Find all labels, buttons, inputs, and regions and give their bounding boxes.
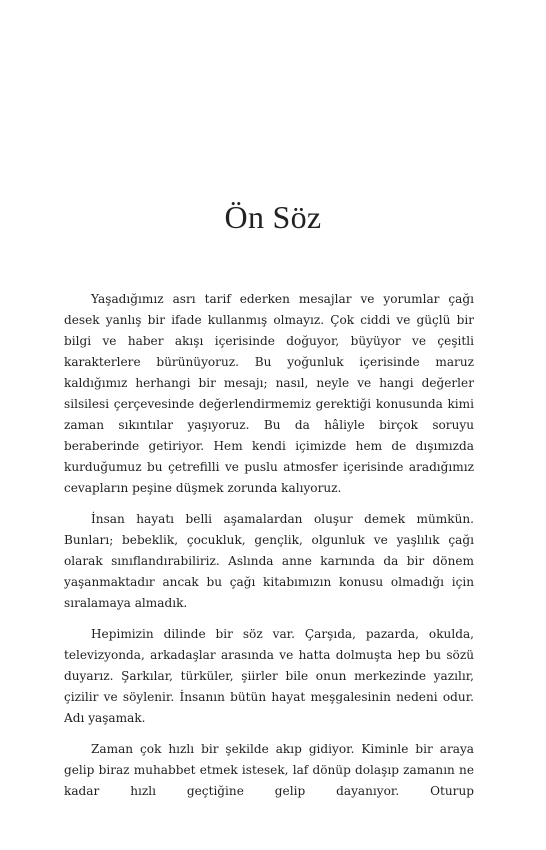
body-text: [64, 289, 474, 812]
paragraph-1: Yaşadığımız asrı tarif ederken mesajlar ve yorumlar çağı desek yanlış bir ifade kullanmış olmayız. Çok ciddi ve güçlü bir bilgi ve haber akışı içerisinde doğuyor, büyüyor ve çeşitli karakterlere bürünüyoruz. Bu yoğunluk içerisinde maruz kaldığımız herhangi bir mesajı; nasıl, neyle ve hangi değerler silsilesi çerçevesinde değerlendirmemiz gerektiği konusunda kimi zaman sıkıntılar yaşıyoruz. Bu da hâliyle birçok soruyu beraberinde getiriyor. Hem kendi içimizde hem de dışımızda kurduğumuz bu çetrefilli ve puslu atmosfer içerisinde aradığımız cevapların peşine düşmek zorunda kalıyoruz.: [64, 292, 474, 495]
page-title: Ön Söz: [224, 199, 322, 235]
paragraph-2: İnsan hayatı belli aşamalardan oluşur demek mümkün. Bunları; bebeklik, çocukluk, gençlik, olgunluk ve yaşlılık çağı olarak sınıflandırabiliriz. Aslında anne karnında da bir dönem yaşanmaktadır ancak bu çağı kitabımızın konusu olmadığı için sıralamaya almadık.: [64, 512, 474, 610]
paragraph-3: Hepimizin dilinde bir söz var. Çarşıda, pazarda, okulda, televizyonda, arkadaşlar arasında ve hatta dolmuşta hep bu sözü duyarız. Şarkılar, türküler, şiirler bile onun merkezinde yazılır, çizilir ve söylenir. İnsanın bütün hayat meşgalesinin nedeni odur. Adı yaşamak.: [64, 627, 474, 725]
paragraph-4: Zaman çok hızlı bir şekilde akıp gidiyor. Kiminle bir araya gelip biraz muhabbet etmek istesek, laf dönüp dolaşıp zamanın ne kadar hızlı geçtiğine gelip dayanıyor. Oturup: [64, 742, 474, 798]
